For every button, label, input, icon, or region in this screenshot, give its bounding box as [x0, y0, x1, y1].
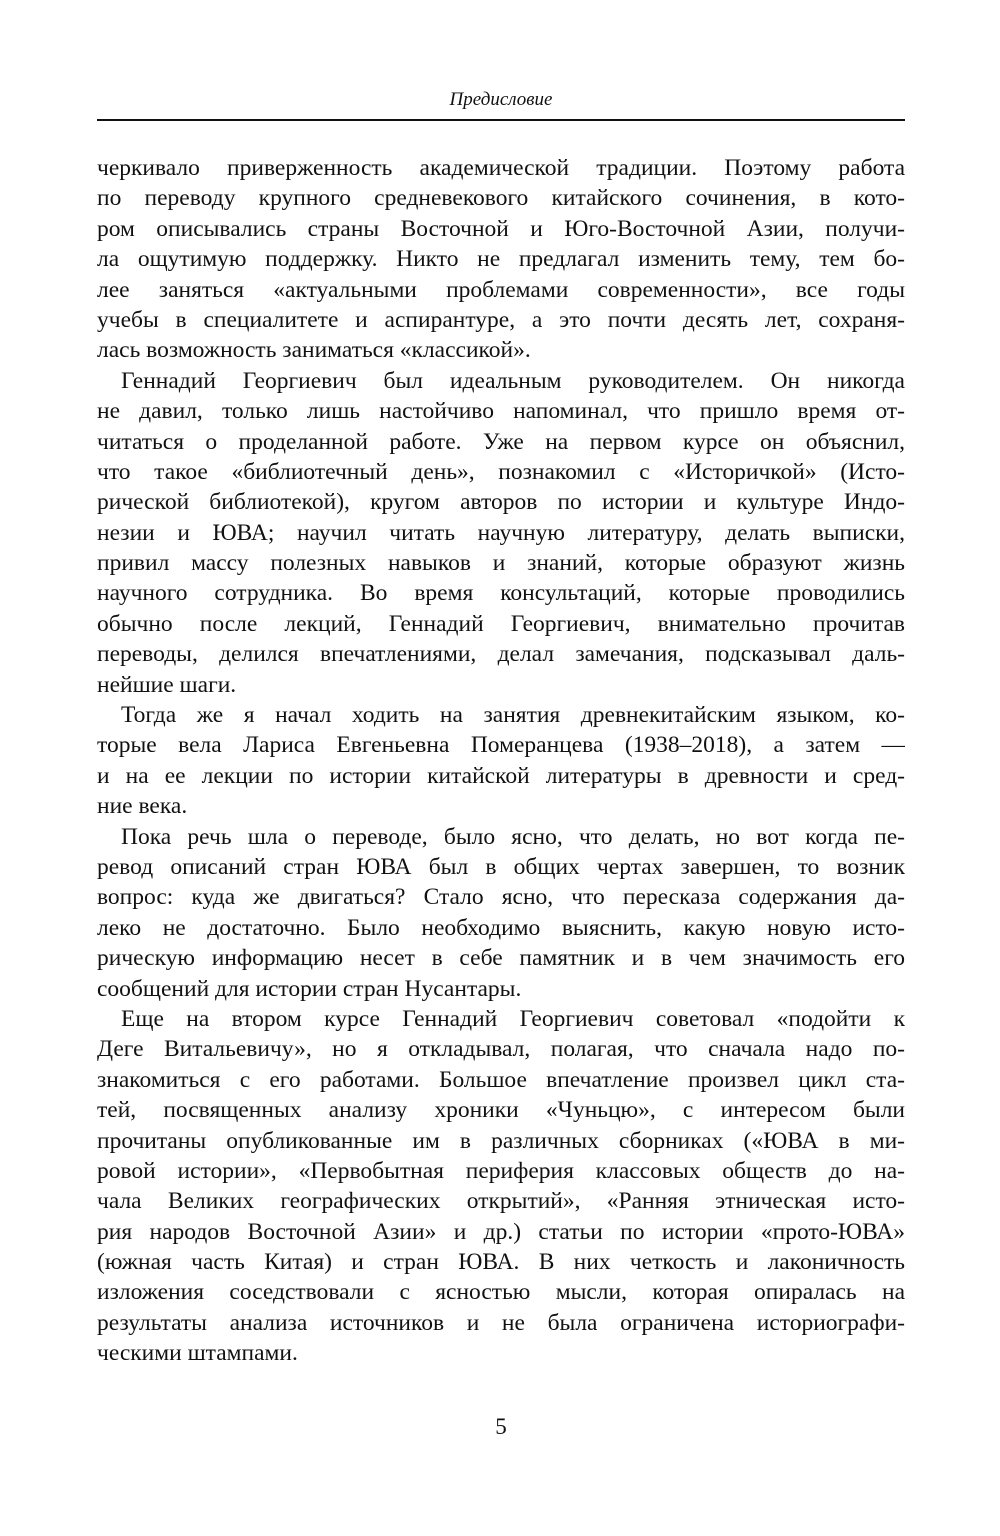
text-line: прочитаны опубликованные им в различных сборниках («ЮВА в ми- — [97, 1127, 905, 1154]
text-line: рическую информацию несет в себе памятник и в чем значимость его — [97, 945, 905, 972]
text-line: нейшие шаги. — [97, 671, 237, 698]
text-line: черкивало приверженность академической традиции. Поэтому работа — [97, 155, 905, 181]
text-line: рия народов Восточной Азии» и др.) статьи по истории «прото-ЮВА» — [97, 1218, 905, 1245]
text-line: знакомиться с его работами. Большое впечатление произвел цикл ста- — [97, 1066, 905, 1093]
paragraph — [97, 700, 905, 822]
text-line: переводы, делился впечатлениями, делал замечания, подсказывал даль- — [97, 641, 905, 668]
page-number: 5 — [495, 1414, 507, 1439]
paragraph — [97, 822, 905, 1004]
text-line: и на ее лекции по истории китайской литературы в древности и сред- — [97, 762, 905, 789]
text-line: Пока речь шла о переводе, было ясно, что делать, но вот когда пе- — [121, 823, 905, 850]
text-line: Геннадий Георгиевич был идеальным руководителем. Он никогда — [121, 367, 905, 394]
text-line: незии и ЮВА; научил читать научную литературу, делать выписки, — [97, 519, 905, 546]
text-line: ром описывались страны Восточной и Юго-Восточной Азии, получи- — [97, 215, 905, 242]
text-line: результаты анализа источников и не была ограничена историографи- — [97, 1309, 905, 1336]
text-line: читаться о проделанной работе. Уже на первом курсе он объяснил, — [97, 428, 905, 455]
text-line: вопрос: куда же двигаться? Стало ясно, что пересказа содержания да- — [97, 884, 905, 911]
text-line: ревод описаний стран ЮВА был в общих чертах завершен, то возник — [97, 853, 905, 880]
text-line: не давил, только лишь настойчиво напоминал, что пришло время от- — [97, 398, 905, 425]
text-line: изложения соседствовали с ясностью мысли, которая опиралась на — [97, 1279, 905, 1306]
paragraph — [97, 366, 905, 700]
text-line: тей, посвященных анализу хроники «Чуньцю», с интересом были — [97, 1097, 905, 1124]
body-text — [97, 153, 905, 1369]
paragraph — [97, 153, 905, 366]
text-line: учебы в специалитете и аспирантуре, а это почти десять лет, сохраня- — [97, 306, 905, 333]
text-line: обычно после лекций, Геннадий Георгиевич, внимательно прочитав — [97, 610, 905, 637]
text-line: Еще на втором курсе Геннадий Георгиевич советовал «подойти к — [121, 1005, 905, 1032]
running-title: Предисловие — [449, 89, 553, 110]
text-line: ние века. — [97, 793, 188, 820]
text-line: чала Великих географических открытий», «Ранняя этническая исто- — [97, 1188, 905, 1215]
text-line: торые вела Лариса Евгеньевна Померанцева (1938–2018), а затем — — [97, 732, 905, 759]
text-line: сообщений для истории стран Нусантары. — [97, 975, 522, 1002]
text-line: Деге Витальевичу», но я откладывал, полагая, что сначала надо по- — [97, 1036, 905, 1063]
text-line: по переводу крупного средневекового китайского сочинения, в кото- — [97, 185, 905, 212]
paragraph — [97, 1004, 905, 1369]
text-line: ческими штампами. — [97, 1340, 298, 1367]
text-line: ровой истории», «Первобытная периферия классовых обществ до на- — [97, 1157, 905, 1184]
text-line: Тогда же я начал ходить на занятия древнекитайским языком, ко- — [121, 702, 905, 729]
text-line: ла ощутимую поддержку. Никто не предлагал изменить тему, тем бо- — [97, 246, 905, 273]
text-line: лее заняться «актуальными проблемами современности», все годы — [97, 276, 905, 303]
text-line: научного сотрудника. Во время консультаций, которые проводились — [97, 580, 905, 607]
text-line: (южная часть Китая) и стран ЮВА. В них четкость и лаконичность — [97, 1249, 905, 1276]
text-line: лась возможность заниматься «классикой». — [97, 337, 531, 364]
text-line: леко не достаточно. Было необходимо выяснить, какую новую исто- — [97, 914, 905, 941]
text-line: что такое «библиотечный день», познакомил с «Историчкой» (Исто- — [97, 458, 905, 485]
header-rule — [97, 119, 905, 121]
text-line: привил массу полезных навыков и знаний, которые образуют жизнь — [97, 550, 905, 577]
text-line: рической библиотекой), кругом авторов по истории и культуре Индо- — [97, 489, 905, 516]
